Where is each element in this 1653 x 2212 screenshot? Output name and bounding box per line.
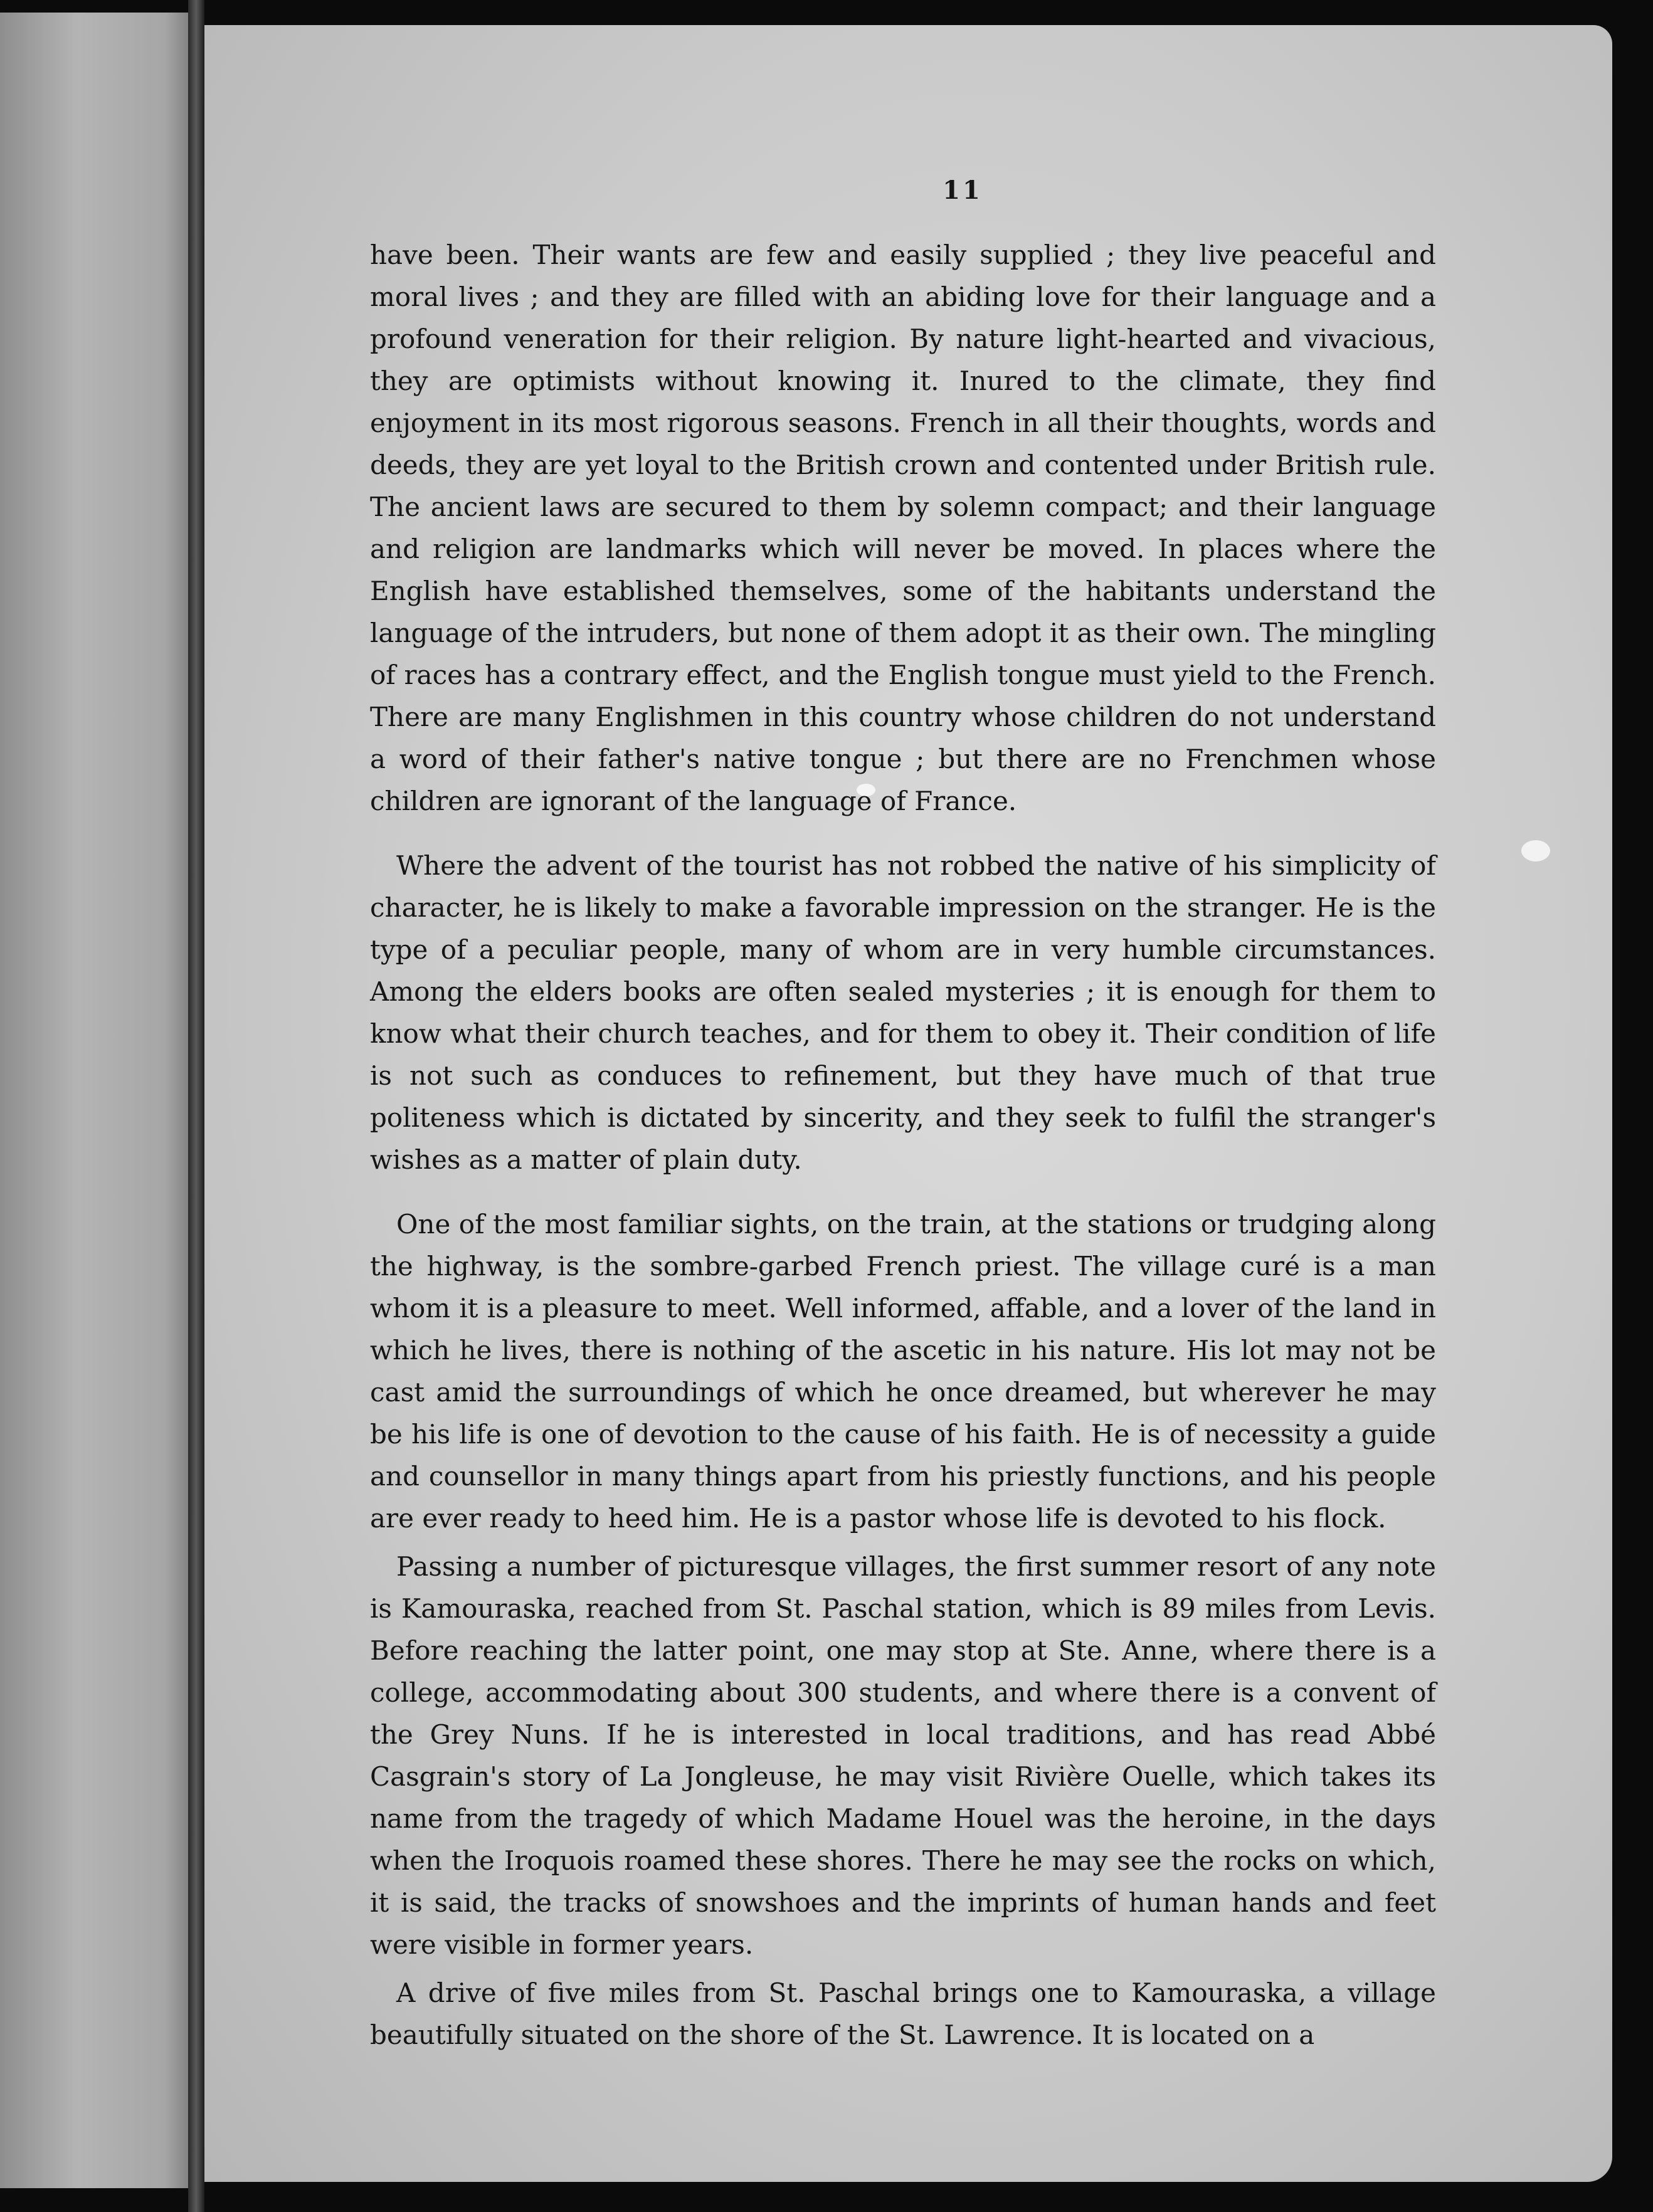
page-sheet: [204, 25, 1612, 2182]
paragraph: have been. Their wants are few and easily supplied ; they live peaceful and moral lives ; and they are filled with an abiding love for their language and a profound veneration for their religion. By nature light-hearted and vivacious, they are optimists without knowing it. Inured to the climate, they find enjoyment in its most rigorous seasons. French in all their thoughts, words and deeds, they are yet loyal to the British crown and contented under British rule. The ancient laws are secured to them by solemn compact; and their language and religion are landmarks which will never be moved. In places where the English have established themselves, some of the habitants understand the language of the intruders, but none of them adopt it as their own. The mingling of races has a contrary effect, and the English tongue must yield to the French. There are many Englishmen in this country whose children do not understand a word of their father's native tongue ; but there are no Frenchmen whose children are ignorant of the language of France.: [370, 240, 1436, 816]
text-block: [370, 176, 1436, 2078]
paragraph: Where the advent of the tourist has not robbed the native of his simplicity of character, he is likely to make a favorable impression on the stranger. He is the type of a peculiar people, many of whom are in very humble circumstances. Among the elders books are often sealed mysteries ; it is enough for them to know what their church teaches, and for them to obey it. Their condition of life is not such as conduces to refinement, but they have much of that true politeness which is dictated by sincerity, and they seek to fulfil the stranger's wishes as a matter of plain duty.: [370, 850, 1436, 1175]
facing-page-edge: [0, 13, 194, 2188]
paragraph: One of the most familiar sights, on the train, at the stations or trudging along the highway, is the sombre-garbed French priest. The village curé is a man whom it is a pleasure to meet. Well informed, affable, and a lover of the land in which he lives, there is nothing of the ascetic in his nature. His lot may not be cast amid the surroundings of which he once dreamed, but wherever he may be his life is one of devotion to the cause of his faith. He is of necessity a guide and counsellor in many things apart from his priestly functions, and his people are ever ready to heed him. He is a pastor whose life is devoted to his flock.: [370, 1209, 1436, 1534]
book-spine: [188, 0, 204, 2212]
smudge-mark: [1521, 840, 1550, 861]
paragraph: Passing a number of picturesque villages, the first summer resort of any note is Kamouraska, reached from St. Paschal station, which is 89 miles from Levis. Before reaching the latter point, one may stop at Ste. Anne, where there is a college, accommodating about 300 students, and where there is a convent of the Grey Nuns. If he is interested in local traditions, and has read Abbé Casgrain's story of La Jongleuse, he may visit Rivière Ouelle, which takes its name from the tragedy of which Madame Houel was the heroine, in the days when the Iroquois roamed these shores. There he may see the rocks on which, it is said, the tracks of snowshoes and the imprints of human hands and feet were visible in former years.: [370, 1551, 1436, 1960]
paragraph: A drive of five miles from St. Paschal brings one to Kamouraska, a village beautifully situated on the shore of the St. Lawrence. It is located on a: [370, 1978, 1436, 2050]
page-number: 11: [943, 176, 983, 205]
